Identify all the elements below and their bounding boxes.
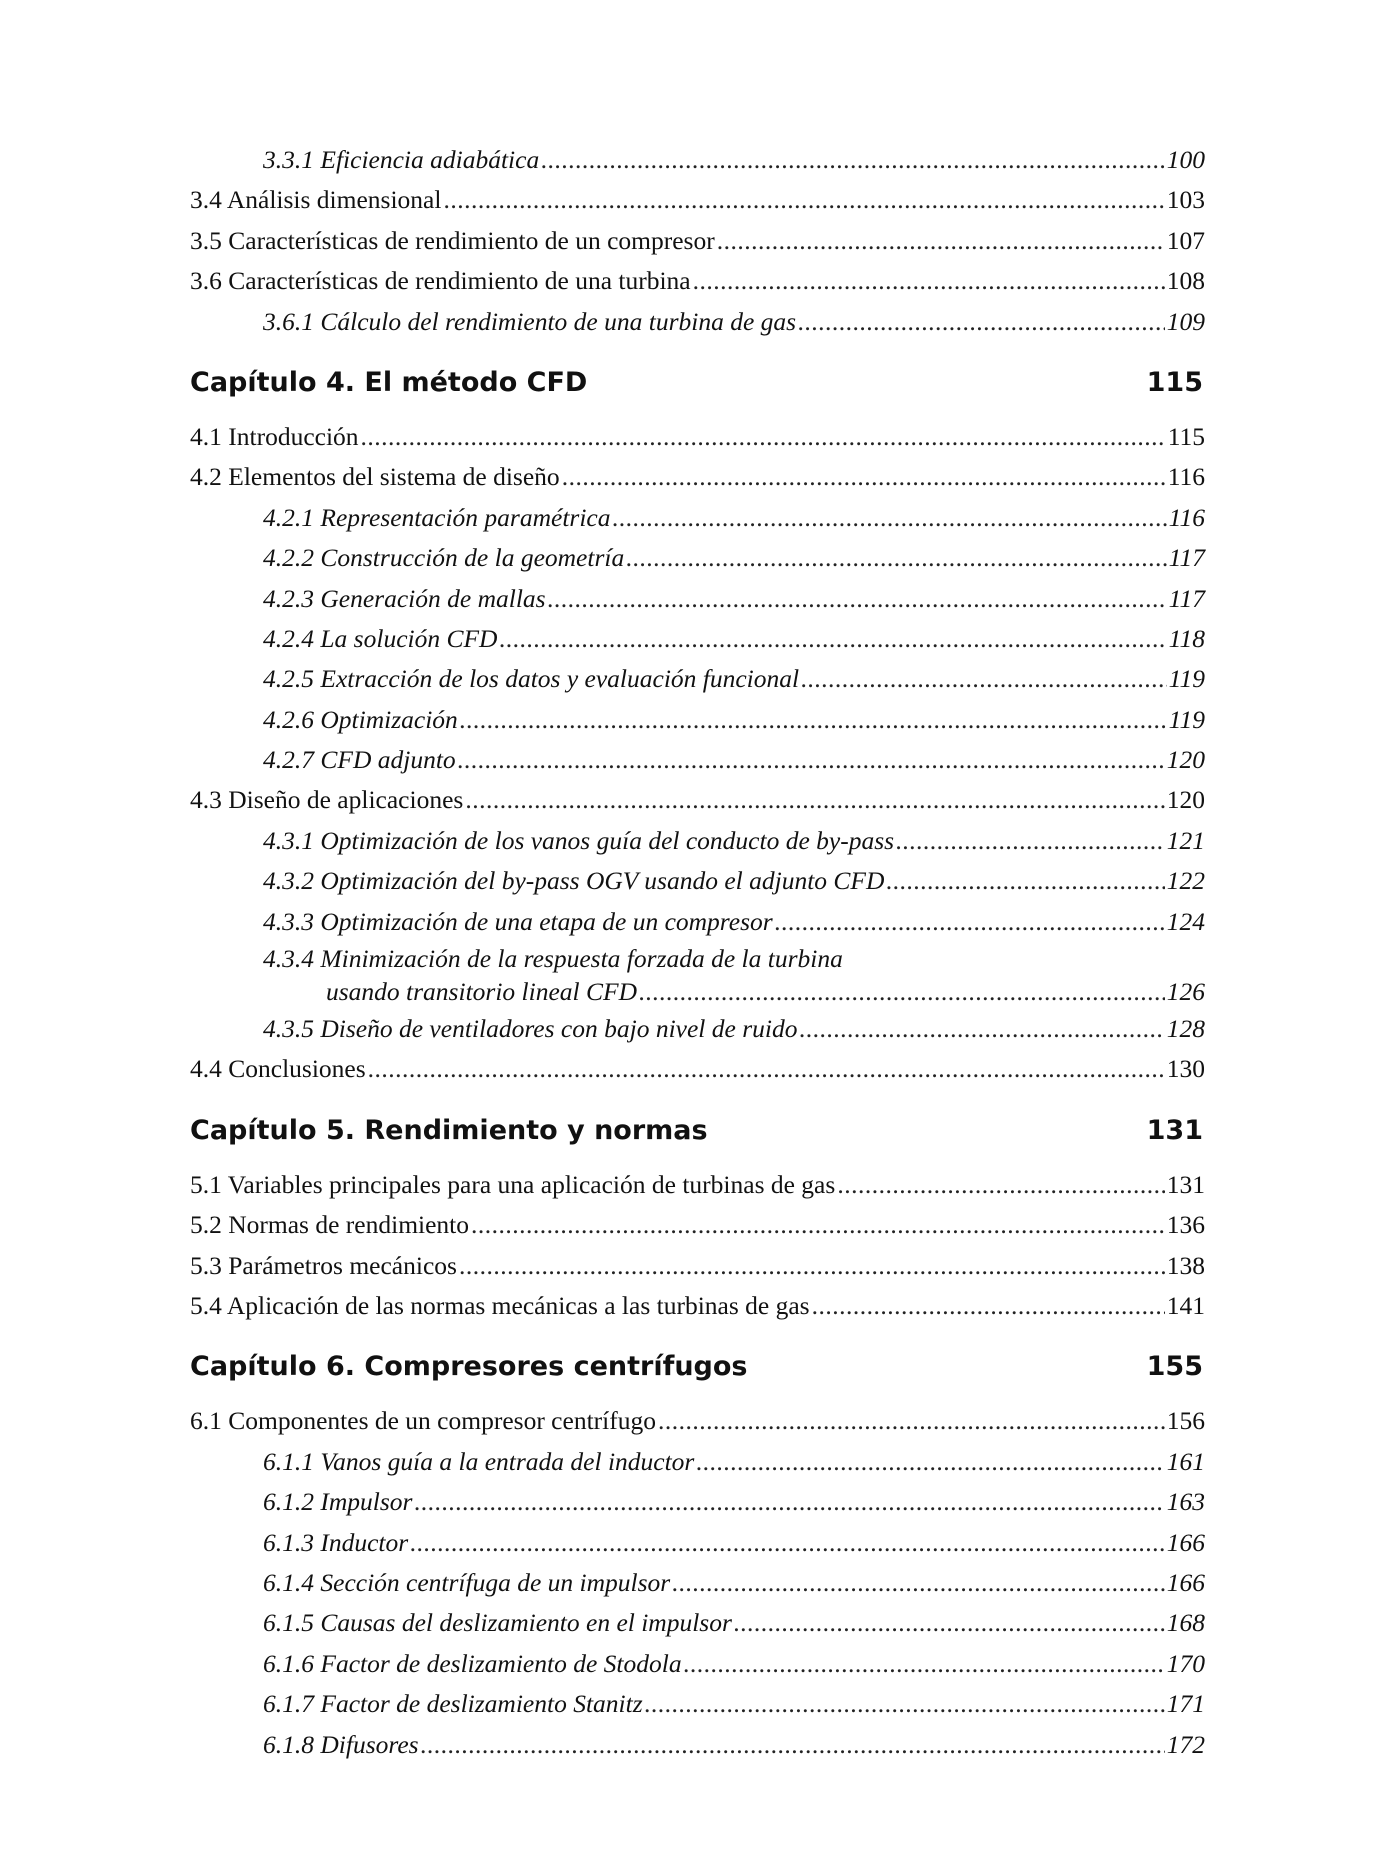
toc-subsection-entry[interactable] — [190, 861, 1205, 901]
toc-entry-title: Construcción de la geometría — [320, 543, 625, 573]
toc-section-entry[interactable] — [190, 457, 1205, 497]
toc-subsection-entry[interactable] — [190, 1603, 1205, 1643]
toc-entry-title: Minimización de la respuesta forzada de la turbina — [320, 944, 843, 974]
toc-entry-multiline[interactable] — [190, 942, 1205, 1009]
toc-entry-page: 156 — [1166, 1406, 1205, 1436]
toc-entry-page: 109 — [1166, 306, 1205, 336]
dot-leader — [421, 1725, 1165, 1765]
toc-entry-number: 4.3.4 — [263, 944, 314, 974]
dot-leader — [443, 180, 1164, 220]
toc-entry-page: 119 — [1168, 704, 1205, 734]
dot-leader — [499, 619, 1166, 659]
chapter-heading[interactable] — [190, 1343, 1205, 1391]
toc-section-entry[interactable] — [190, 261, 1205, 301]
toc-entry-title: Extracción de los datos y evaluación funcional — [320, 664, 800, 694]
toc-entry-number: 4.2.2 — [263, 543, 314, 573]
toc-subsection-entry[interactable] — [190, 1725, 1205, 1765]
toc-entry-title: Elementos del sistema de diseño — [228, 462, 560, 492]
dot-leader — [458, 740, 1165, 780]
table-of-contents — [190, 140, 1205, 1765]
chapter-page: 131 — [1146, 1114, 1203, 1146]
dot-leader — [696, 1442, 1164, 1482]
dot-leader — [672, 1563, 1165, 1603]
dot-leader — [734, 1603, 1165, 1643]
dot-leader — [801, 659, 1167, 699]
toc-entry-text — [190, 261, 691, 301]
toc-entry-number: 3.6 — [190, 266, 222, 296]
chapter-page: 155 — [1146, 1351, 1203, 1383]
dot-leader — [361, 417, 1166, 457]
toc-entry-text — [190, 1286, 810, 1326]
toc-entry-title: Características de rendimiento de un compresor — [228, 225, 715, 255]
toc-entry-number: 6.1.1 — [263, 1446, 314, 1476]
toc-entry-text — [263, 821, 894, 861]
toc-entry-title: Diseño de aplicaciones — [228, 785, 464, 815]
toc-entry-text — [263, 498, 611, 538]
chapter-heading[interactable] — [190, 359, 1205, 407]
toc-entry-page: 124 — [1166, 906, 1205, 936]
toc-subsection-entry[interactable] — [190, 1684, 1205, 1724]
toc-entry-title: CFD adjunto — [320, 745, 456, 775]
toc-entry-number: 4.2 — [190, 462, 222, 492]
toc-entry-title: Conclusiones — [228, 1054, 366, 1084]
toc-entry-text — [263, 1009, 797, 1049]
toc-entry-text — [263, 1603, 732, 1643]
toc-entry-page: 100 — [1166, 145, 1205, 174]
toc-subsection-entry[interactable] — [190, 700, 1205, 740]
toc-entry-title: Análisis dimensional — [226, 185, 442, 215]
toc-entry-text — [190, 1165, 835, 1205]
chapter-title: Capítulo 4. El método CFD — [190, 366, 588, 398]
dot-leader — [465, 780, 1164, 820]
toc-entry-text — [263, 1725, 419, 1765]
toc-entry-title: Generación de mallas — [320, 583, 546, 613]
toc-entry-number: 3.4 — [190, 185, 222, 215]
toc-entry-title: Optimización de una etapa de un compresor — [320, 906, 773, 936]
dot-leader — [684, 1644, 1165, 1684]
toc-entry-page: 136 — [1166, 1210, 1205, 1240]
toc-entry-title: Inductor — [320, 1527, 409, 1557]
toc-entry-number: 6.1.4 — [263, 1567, 314, 1597]
toc-entry-page: 170 — [1166, 1648, 1205, 1678]
toc-entry-title: Sección centrífuga de un impulsor — [320, 1567, 671, 1597]
dot-leader — [693, 261, 1165, 301]
toc-entry-number: 4.2.6 — [263, 704, 314, 734]
toc-subsection-entry[interactable] — [190, 538, 1205, 578]
toc-entry-page: 118 — [1168, 623, 1205, 653]
toc-entry-page: 138 — [1166, 1250, 1205, 1280]
dot-leader — [798, 302, 1165, 342]
toc-entry-title: Difusores — [320, 1729, 419, 1759]
toc-entry-page: 168 — [1166, 1608, 1205, 1638]
toc-entry-number: 4.2.3 — [263, 583, 314, 613]
toc-entry-page: 166 — [1166, 1527, 1205, 1557]
dot-leader — [626, 538, 1166, 578]
toc-entry-text — [190, 457, 560, 497]
toc-entry-title: Optimización del by-pass OGV usando el adjunto CFD — [320, 866, 885, 896]
toc-section-entry[interactable] — [190, 1246, 1205, 1286]
toc-entry-title: Factor de deslizamiento Stanitz — [320, 1689, 643, 1719]
toc-entry-text — [263, 1482, 412, 1522]
toc-entry-title: Optimización de los vanos guía del conducto de by-pass — [320, 825, 895, 855]
toc-entry-page: 116 — [1168, 502, 1205, 532]
toc-entry-number: 6.1.2 — [263, 1487, 314, 1517]
toc-section-entry[interactable] — [190, 221, 1205, 261]
toc-entry-number: 3.5 — [190, 225, 222, 255]
toc-entry-title: Introducción — [228, 421, 359, 451]
toc-entry-number: 4.4 — [190, 1054, 222, 1084]
toc-entry-text — [263, 538, 624, 578]
toc-entry-page: 122 — [1166, 866, 1205, 896]
toc-entry-page: 117 — [1168, 583, 1205, 613]
toc-entry-text — [263, 902, 773, 942]
toc-entry-text — [263, 1684, 643, 1724]
toc-entry-text — [263, 302, 796, 342]
toc-entry-number: 4.2.5 — [263, 664, 314, 694]
toc-entry-title: Diseño de ventiladores con bajo nivel de ruido — [320, 1014, 798, 1044]
dot-leader — [562, 457, 1166, 497]
toc-entry-page: 120 — [1166, 745, 1205, 775]
dot-leader — [471, 1205, 1165, 1245]
toc-entry-text — [190, 180, 441, 220]
toc-entry-text — [190, 221, 715, 261]
toc-entry-page: 117 — [1168, 543, 1205, 573]
toc-entry-page: 128 — [1166, 1014, 1205, 1044]
toc-entry-number: 5.4 — [190, 1290, 222, 1320]
dot-leader — [799, 1009, 1164, 1049]
toc-entry-number: 5.1 — [190, 1169, 222, 1199]
dot-leader — [548, 579, 1167, 619]
dot-leader — [886, 861, 1164, 901]
dot-leader — [717, 221, 1165, 261]
toc-subsection-entry[interactable] — [190, 659, 1205, 699]
toc-entry-text — [263, 1644, 682, 1684]
toc-entry-page: 107 — [1166, 225, 1205, 255]
toc-subsection-entry[interactable] — [190, 1009, 1205, 1049]
toc-entry-text — [263, 740, 456, 780]
toc-section-entry[interactable] — [190, 1205, 1205, 1245]
toc-entry-text — [190, 780, 463, 820]
toc-section-entry[interactable] — [190, 180, 1205, 220]
toc-entry-page: 121 — [1166, 825, 1205, 855]
toc-entry-text — [190, 1049, 366, 1089]
dot-leader — [639, 975, 1165, 1009]
dot-leader — [460, 700, 1167, 740]
toc-entry-number: 5.3 — [190, 1250, 222, 1280]
toc-entry-page: 116 — [1167, 462, 1205, 492]
dot-leader — [775, 902, 1165, 942]
toc-subsection-entry[interactable] — [190, 579, 1205, 619]
toc-subsection-entry[interactable] — [190, 1482, 1205, 1522]
toc-entry-number: 4.3.1 — [263, 825, 314, 855]
toc-entry-number: 4.3.5 — [263, 1014, 314, 1044]
dot-leader — [896, 821, 1165, 861]
dot-leader — [541, 140, 1165, 180]
toc-entry-title: Parámetros mecánicos — [228, 1250, 457, 1280]
chapter-page: 115 — [1146, 366, 1203, 398]
dot-leader — [812, 1286, 1165, 1326]
toc-entry-text — [263, 1563, 670, 1603]
toc-entry-number: 6.1.7 — [263, 1689, 314, 1719]
chapter-title: Capítulo 5. Rendimiento y normas — [190, 1114, 708, 1146]
toc-entry-title-continued: usando transitorio lineal CFD — [326, 977, 637, 1007]
toc-entry-page: 119 — [1168, 664, 1205, 694]
toc-entry-title: Cálculo del rendimiento de una turbina de gas — [320, 306, 797, 336]
dot-leader — [459, 1246, 1165, 1286]
toc-entry-number: 4.1 — [190, 421, 222, 451]
toc-entry-title: Eficiencia adiabática — [320, 145, 540, 174]
dot-leader — [410, 1523, 1165, 1563]
chapter-heading[interactable] — [190, 1107, 1205, 1155]
toc-entry-number: 5.2 — [190, 1210, 222, 1240]
toc-entry-text — [263, 140, 539, 180]
toc-section-entry[interactable] — [190, 1165, 1205, 1205]
toc-entry-line2 — [263, 975, 1205, 1009]
toc-entry-title: Normas de rendimiento — [228, 1210, 470, 1240]
toc-entry-number: 4.2.7 — [263, 745, 314, 775]
toc-entry-title: Componentes de un compresor centrífugo — [228, 1406, 656, 1436]
toc-entry-title: Optimización — [320, 704, 458, 734]
toc-entry-page: 171 — [1166, 1689, 1205, 1719]
toc-entry-page: 131 — [1166, 1169, 1205, 1199]
toc-section-entry[interactable] — [190, 1049, 1205, 1089]
toc-entry-number: 3.6.1 — [263, 306, 314, 336]
toc-subsection-entry[interactable] — [190, 1442, 1205, 1482]
toc-subsection-entry[interactable] — [190, 740, 1205, 780]
toc-entry-page: 126 — [1166, 977, 1205, 1007]
toc-entry-title: Factor de deslizamiento de Stodola — [320, 1648, 682, 1678]
toc-entry-number: 4.2.1 — [263, 502, 314, 532]
toc-entry-page: 163 — [1166, 1487, 1205, 1517]
toc-entry-text — [190, 1401, 656, 1441]
toc-entry-title: La solución CFD — [320, 623, 498, 653]
toc-entry-text — [263, 579, 546, 619]
dot-leader — [837, 1165, 1164, 1205]
dot-leader — [368, 1049, 1165, 1089]
toc-subsection-entry[interactable] — [190, 1563, 1205, 1603]
dot-leader — [414, 1482, 1164, 1522]
toc-entry-title: Variables principales para una aplicación de turbinas de gas — [227, 1169, 836, 1199]
toc-subsection-entry[interactable] — [190, 619, 1205, 659]
toc-entry-page: 120 — [1166, 785, 1205, 815]
toc-entry-text — [263, 1442, 694, 1482]
toc-entry-page: 103 — [1166, 185, 1205, 215]
toc-section-entry[interactable] — [190, 1401, 1205, 1441]
dot-leader — [613, 498, 1167, 538]
dot-leader — [645, 1684, 1165, 1724]
toc-entry-title: Causas del deslizamiento en el impulsor — [320, 1608, 732, 1638]
toc-entry-number: 4.3 — [190, 785, 222, 815]
toc-entry-text — [263, 1523, 408, 1563]
chapter-title: Capítulo 6. Compresores centrífugos — [190, 1351, 748, 1383]
toc-entry-text — [263, 619, 497, 659]
toc-entry-number: 6.1.6 — [263, 1648, 314, 1678]
toc-entry-line1 — [263, 942, 1205, 975]
toc-section-entry[interactable] — [190, 780, 1205, 820]
toc-subsection-entry[interactable] — [190, 1523, 1205, 1563]
toc-entry-page: 130 — [1166, 1054, 1205, 1084]
toc-entry-text — [190, 417, 359, 457]
toc-entry-number: 4.3.3 — [263, 906, 314, 936]
toc-entry-number: 6.1.5 — [263, 1608, 314, 1638]
toc-entry-text — [190, 1246, 457, 1286]
toc-entry-page: 161 — [1166, 1446, 1205, 1476]
toc-entry-page: 166 — [1166, 1567, 1205, 1597]
toc-entry-text — [263, 861, 884, 901]
toc-entry-title: Impulsor — [320, 1487, 413, 1517]
toc-subsection-entry[interactable] — [190, 902, 1205, 942]
toc-entry-text — [263, 659, 799, 699]
toc-entry-text — [190, 1205, 469, 1245]
toc-subsection-entry[interactable] — [190, 302, 1205, 342]
toc-entry-page: 172 — [1166, 1729, 1205, 1759]
toc-subsection-entry[interactable] — [190, 821, 1205, 861]
toc-entry-title: Representación paramétrica — [320, 502, 611, 532]
dot-leader — [658, 1401, 1165, 1441]
toc-section-entry[interactable] — [190, 1286, 1205, 1326]
toc-entry-text — [263, 700, 458, 740]
toc-subsection-entry[interactable] — [190, 1644, 1205, 1684]
toc-subsection-entry[interactable] — [190, 140, 1205, 180]
toc-entry-number: 6.1.3 — [263, 1527, 314, 1557]
toc-entry-number: 4.3.2 — [263, 866, 314, 896]
toc-entry-title: Características de rendimiento de una turbina — [228, 266, 691, 296]
toc-section-entry[interactable] — [190, 417, 1205, 457]
toc-entry-number: 6.1.8 — [263, 1729, 314, 1759]
toc-entry-number: 6.1 — [190, 1406, 222, 1436]
toc-entry-title: Vanos guía a la entrada del inductor — [320, 1446, 695, 1476]
toc-entry-title: Aplicación de las normas mecánicas a las turbinas de gas — [226, 1290, 810, 1320]
toc-entry-page: 115 — [1167, 421, 1205, 451]
toc-subsection-entry[interactable] — [190, 498, 1205, 538]
toc-entry-page: 141 — [1166, 1290, 1205, 1320]
toc-entry-number: 3.3.1 — [263, 145, 314, 174]
toc-entry-number: 4.2.4 — [263, 623, 314, 653]
toc-entry-page: 108 — [1166, 266, 1205, 296]
